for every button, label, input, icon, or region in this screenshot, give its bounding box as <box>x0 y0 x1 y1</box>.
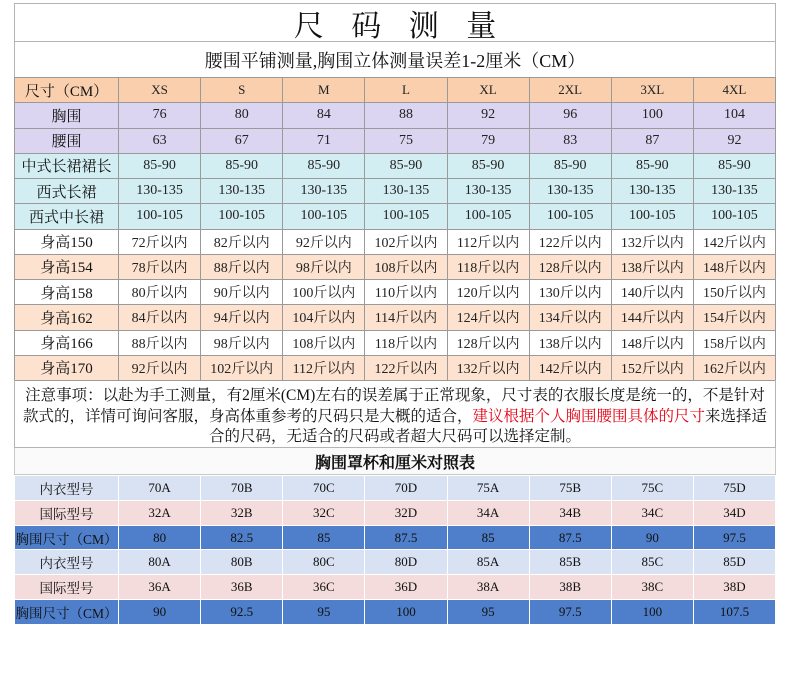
size-cell: 88 <box>365 103 447 128</box>
size-cell: 144斤以内 <box>611 305 693 330</box>
size-row-label: 西式中长裙 <box>15 204 119 229</box>
cup-cell: 80A <box>119 550 201 575</box>
size-cell: 92斤以内 <box>283 229 365 254</box>
cup-row-label: 胸围尺寸（CM） <box>15 525 119 550</box>
size-cell: 130-135 <box>283 179 365 204</box>
size-row <box>15 280 776 305</box>
size-cell: 85-90 <box>283 153 365 178</box>
size-cell: 100-105 <box>119 204 201 229</box>
page-subtitle: 腰围平铺测量,胸围立体测量误差1-2厘米（CM） <box>204 50 586 71</box>
size-header-4xl: 4XL <box>693 78 775 103</box>
size-cell: 100斤以内 <box>283 280 365 305</box>
page-title: 尺 码 测 量 <box>293 9 507 43</box>
cup-cell: 34A <box>447 500 529 525</box>
size-cell: 132斤以内 <box>447 355 529 380</box>
size-cell: 67 <box>201 128 283 153</box>
size-cell: 71 <box>283 128 365 153</box>
size-cell: 100-105 <box>611 204 693 229</box>
size-cell: 128斤以内 <box>447 330 529 355</box>
cup-cell: 85A <box>447 550 529 575</box>
cup-row-label: 国际型号 <box>15 575 119 600</box>
cup-table-body <box>15 476 776 625</box>
cup-cell: 70A <box>119 476 201 501</box>
size-cell: 140斤以内 <box>611 280 693 305</box>
cup-cell: 75B <box>529 476 611 501</box>
size-row <box>15 128 776 153</box>
size-cell: 88斤以内 <box>201 254 283 279</box>
size-table-body <box>15 78 776 381</box>
cup-cell: 38D <box>693 575 775 600</box>
size-cell: 85-90 <box>365 153 447 178</box>
size-cell: 142斤以内 <box>529 355 611 380</box>
size-cell: 138斤以内 <box>529 330 611 355</box>
size-cell: 76 <box>119 103 201 128</box>
notes-highlight: 建议根据个人胸围腰围具体的尺寸 <box>472 407 705 425</box>
measurement-note-row <box>14 42 776 77</box>
cup-cell: 87.5 <box>529 525 611 550</box>
size-row-label: 身高150 <box>15 229 119 254</box>
size-cell: 85-90 <box>693 153 775 178</box>
size-cell: 130-135 <box>119 179 201 204</box>
size-row-label: 西式长裙 <box>15 179 119 204</box>
cup-cell: 80C <box>283 550 365 575</box>
size-cell: 75 <box>365 128 447 153</box>
size-row-label: 中式长裙裙长 <box>15 153 119 178</box>
cup-row <box>15 575 776 600</box>
cup-cell: 100 <box>365 600 447 625</box>
cup-cell: 75C <box>611 476 693 501</box>
size-cell: 120斤以内 <box>447 280 529 305</box>
size-cell: 92 <box>447 103 529 128</box>
cup-cell: 70D <box>365 476 447 501</box>
cup-cell: 80D <box>365 550 447 575</box>
cup-cell: 70B <box>201 476 283 501</box>
size-cell: 80斤以内 <box>119 280 201 305</box>
size-cell: 85-90 <box>201 153 283 178</box>
cup-cell: 36C <box>283 575 365 600</box>
size-cell: 114斤以内 <box>365 305 447 330</box>
size-cell: 98斤以内 <box>283 254 365 279</box>
size-cell: 92 <box>693 128 775 153</box>
size-row <box>15 103 776 128</box>
cup-row <box>15 600 776 625</box>
size-cell: 87 <box>611 128 693 153</box>
cup-cell: 85C <box>611 550 693 575</box>
cup-cell: 32A <box>119 500 201 525</box>
size-cell: 96 <box>529 103 611 128</box>
size-row <box>15 355 776 380</box>
size-cell: 94斤以内 <box>201 305 283 330</box>
cup-cell: 75A <box>447 476 529 501</box>
cup-row-label: 内衣型号 <box>15 550 119 575</box>
cup-row <box>15 476 776 501</box>
size-cell: 130-135 <box>529 179 611 204</box>
size-row-label: 身高170 <box>15 355 119 380</box>
size-cell: 63 <box>119 128 201 153</box>
cup-cell: 32C <box>283 500 365 525</box>
cup-cell: 80B <box>201 550 283 575</box>
size-cell: 83 <box>529 128 611 153</box>
cup-row <box>15 500 776 525</box>
size-cell: 72斤以内 <box>119 229 201 254</box>
cup-cell: 85D <box>693 550 775 575</box>
size-cell: 100-105 <box>365 204 447 229</box>
title-row <box>14 3 776 42</box>
size-cell: 130-135 <box>611 179 693 204</box>
size-cell: 142斤以内 <box>693 229 775 254</box>
size-cell: 148斤以内 <box>693 254 775 279</box>
size-cell: 88斤以内 <box>119 330 201 355</box>
size-row <box>15 204 776 229</box>
cup-cell: 34D <box>693 500 775 525</box>
cup-cell: 85 <box>447 525 529 550</box>
size-cell: 80 <box>201 103 283 128</box>
size-cell: 100 <box>611 103 693 128</box>
size-row <box>15 305 776 330</box>
notes-box <box>14 380 776 448</box>
cup-cell: 100 <box>611 600 693 625</box>
size-row <box>15 153 776 178</box>
size-cell: 102斤以内 <box>365 229 447 254</box>
size-cell: 132斤以内 <box>611 229 693 254</box>
size-cell: 85-90 <box>119 153 201 178</box>
cup-cell: 97.5 <box>693 525 775 550</box>
cup-row <box>15 525 776 550</box>
notes-text: 注意事项：以赴为手工测量，有2厘米(CM)左右的误差属于正常现象，尺寸表的衣服长度是统一的，不是针对款式的，详情可询问客服，身高体重参考的尺码只是大概的适合， <box>22 387 765 425</box>
size-header-l: L <box>365 78 447 103</box>
size-row <box>15 229 776 254</box>
size-cell: 150斤以内 <box>693 280 775 305</box>
cup-cell: 85 <box>283 525 365 550</box>
size-cell: 152斤以内 <box>611 355 693 380</box>
size-header-xs: XS <box>119 78 201 103</box>
cup-cell: 97.5 <box>529 600 611 625</box>
size-cell: 102斤以内 <box>201 355 283 380</box>
size-cell: 84 <box>283 103 365 128</box>
size-cell: 130-135 <box>447 179 529 204</box>
cup-cell: 92.5 <box>201 600 283 625</box>
size-row <box>15 330 776 355</box>
cup-cell: 34C <box>611 500 693 525</box>
size-cell: 128斤以内 <box>529 254 611 279</box>
cup-cell: 87.5 <box>365 525 447 550</box>
cup-table <box>14 475 776 625</box>
size-cell: 112斤以内 <box>447 229 529 254</box>
size-header-m: M <box>283 78 365 103</box>
size-cell: 100-105 <box>283 204 365 229</box>
size-chart-sheet <box>14 3 776 624</box>
size-cell: 100-105 <box>447 204 529 229</box>
size-cell: 100-105 <box>693 204 775 229</box>
size-cell: 104斤以内 <box>283 305 365 330</box>
size-cell: 148斤以内 <box>611 330 693 355</box>
size-cell: 112斤以内 <box>283 355 365 380</box>
size-cell: 98斤以内 <box>201 330 283 355</box>
cup-row-label: 国际型号 <box>15 500 119 525</box>
size-cell: 134斤以内 <box>529 305 611 330</box>
cup-table-title: 胸围罩杯和厘米对照表 <box>314 454 475 472</box>
size-cell: 90斤以内 <box>201 280 283 305</box>
cup-cell: 34B <box>529 500 611 525</box>
cup-cell: 32B <box>201 500 283 525</box>
size-cell: 130-135 <box>201 179 283 204</box>
cup-cell: 32D <box>365 500 447 525</box>
cup-row-label: 胸围尺寸（CM） <box>15 600 119 625</box>
size-cell: 122斤以内 <box>365 355 447 380</box>
size-cell: 138斤以内 <box>611 254 693 279</box>
size-cell: 110斤以内 <box>365 280 447 305</box>
size-cell: 118斤以内 <box>365 330 447 355</box>
cup-cell: 85B <box>529 550 611 575</box>
size-cell: 78斤以内 <box>119 254 201 279</box>
cup-cell: 95 <box>283 600 365 625</box>
cup-cell: 36D <box>365 575 447 600</box>
size-row-label: 身高158 <box>15 280 119 305</box>
cup-cell: 95 <box>447 600 529 625</box>
cup-cell: 82.5 <box>201 525 283 550</box>
cup-cell: 38A <box>447 575 529 600</box>
notes-text-end: 来选择适合的尺码，无适合的尺码或者超大尺码可以选择定制。 <box>208 407 768 445</box>
size-cell: 108斤以内 <box>283 330 365 355</box>
size-cell: 82斤以内 <box>201 229 283 254</box>
cup-cell: 70C <box>283 476 365 501</box>
size-cell: 158斤以内 <box>693 330 775 355</box>
size-table <box>14 77 776 381</box>
size-cell: 130-135 <box>365 179 447 204</box>
size-row-label: 身高166 <box>15 330 119 355</box>
size-row-label: 胸围 <box>15 103 119 128</box>
size-cell: 154斤以内 <box>693 305 775 330</box>
size-row <box>15 179 776 204</box>
size-row-label: 腰围 <box>15 128 119 153</box>
size-cell: 118斤以内 <box>447 254 529 279</box>
cup-cell: 36A <box>119 575 201 600</box>
size-cell: 130-135 <box>693 179 775 204</box>
size-cell: 122斤以内 <box>529 229 611 254</box>
cup-cell: 90 <box>119 600 201 625</box>
size-cell: 92斤以内 <box>119 355 201 380</box>
cup-row <box>15 550 776 575</box>
size-cell: 79 <box>447 128 529 153</box>
size-cell: 162斤以内 <box>693 355 775 380</box>
cup-cell: 80 <box>119 525 201 550</box>
size-header-xl: XL <box>447 78 529 103</box>
size-row <box>15 254 776 279</box>
size-cell: 124斤以内 <box>447 305 529 330</box>
size-row-label: 身高154 <box>15 254 119 279</box>
size-cell: 100-105 <box>529 204 611 229</box>
cup-cell: 107.5 <box>693 600 775 625</box>
cup-cell: 38C <box>611 575 693 600</box>
size-row-label: 身高162 <box>15 305 119 330</box>
size-cell: 85-90 <box>529 153 611 178</box>
cup-row-label: 内衣型号 <box>15 476 119 501</box>
size-cell: 130斤以内 <box>529 280 611 305</box>
size-header-3xl: 3XL <box>611 78 693 103</box>
cup-cell: 38B <box>529 575 611 600</box>
size-header-label: 尺寸（CM） <box>15 78 119 103</box>
size-cell: 85-90 <box>447 153 529 178</box>
cup-cell: 90 <box>611 525 693 550</box>
cup-table-title-row <box>14 448 776 475</box>
size-cell: 85-90 <box>611 153 693 178</box>
size-header-s: S <box>201 78 283 103</box>
cup-cell: 75D <box>693 476 775 501</box>
cup-cell: 36B <box>201 575 283 600</box>
size-cell: 108斤以内 <box>365 254 447 279</box>
size-header-2xl: 2XL <box>529 78 611 103</box>
size-cell: 100-105 <box>201 204 283 229</box>
size-header-row <box>15 78 776 103</box>
size-cell: 104 <box>693 103 775 128</box>
size-cell: 84斤以内 <box>119 305 201 330</box>
